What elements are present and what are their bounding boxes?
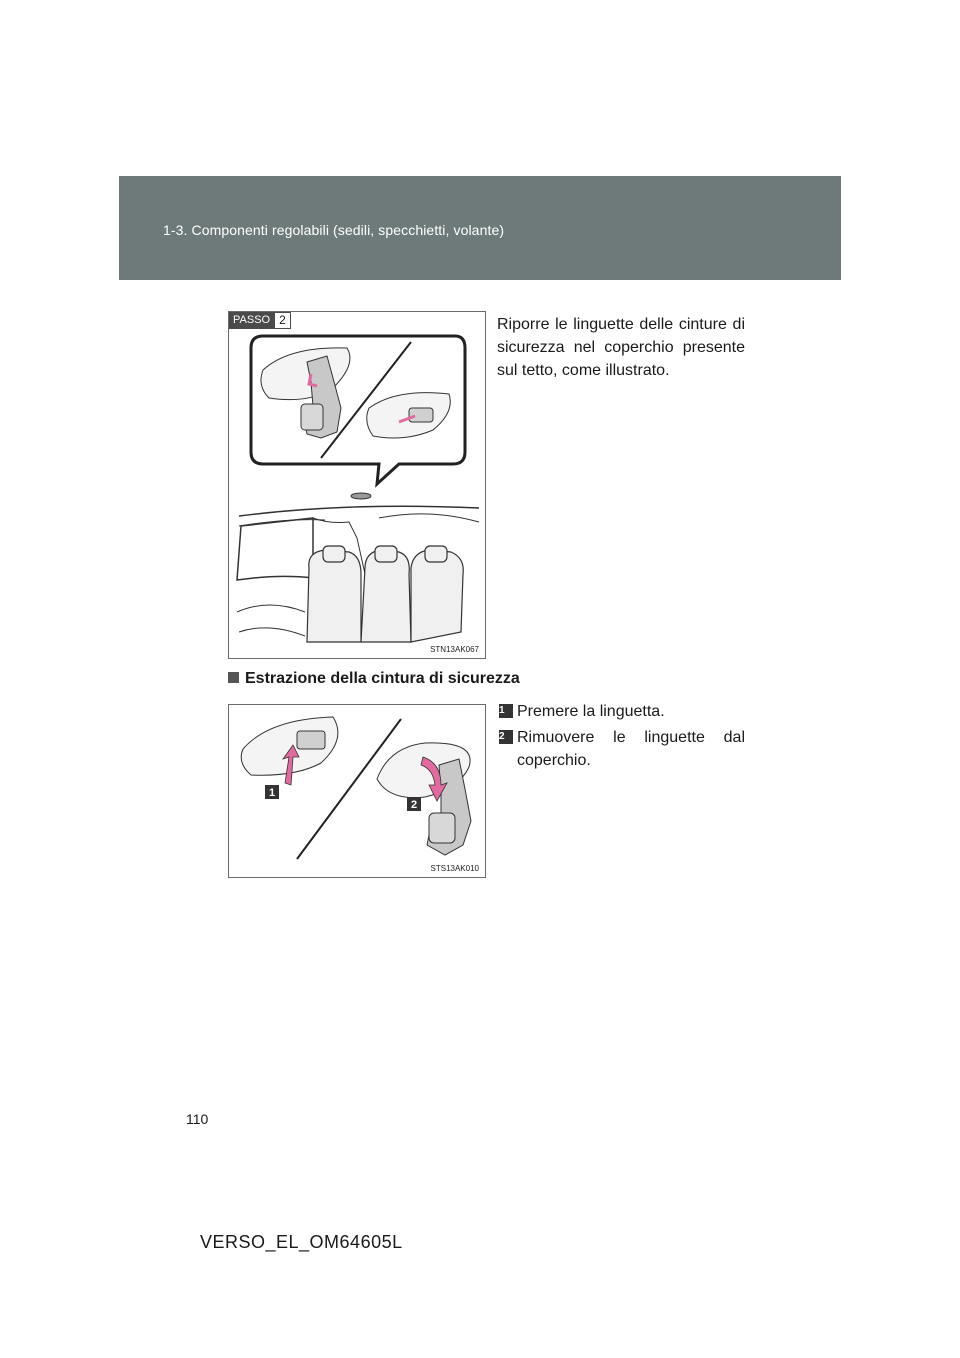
car-interior-drawing — [229, 312, 485, 658]
buckle-removal-drawing — [229, 705, 485, 877]
step-number-badge: 2 — [499, 730, 513, 744]
image-code: STN13AK067 — [430, 645, 479, 654]
section-heading — [228, 670, 520, 688]
removal-steps — [499, 700, 745, 775]
label-2: 2 — [410, 799, 418, 811]
step-number: 2 — [274, 312, 291, 329]
step-word: PASSO — [229, 312, 274, 329]
step-text: Premere la linguetta. — [517, 703, 665, 720]
document-code: VERSO_EL_OM64605L — [200, 1232, 403, 1252]
removal-illustration — [228, 704, 486, 878]
label-1: 1 — [268, 787, 276, 799]
step-badge — [229, 312, 291, 329]
step-text: Rimuovere le linguette dal coperchio. — [517, 729, 745, 769]
section-heading-text: Estrazione della cintura di sicurezza — [245, 670, 520, 687]
header-band — [119, 176, 841, 280]
page-number: 110 — [186, 1111, 209, 1127]
image-code: STS13AK010 — [430, 864, 479, 873]
step-2-illustration — [228, 311, 486, 659]
section-title: 1-3. Componenti regolabili (sedili, specchietti, volante) — [163, 222, 505, 238]
step-number-badge: 1 — [499, 704, 513, 718]
square-bullet-icon — [228, 672, 239, 683]
list-item — [499, 700, 745, 723]
step-2-instruction: Riporre le linguette delle cinture di sicurezza nel coperchio presente sul tetto, come illustrato. — [497, 316, 745, 379]
list-item — [499, 726, 745, 772]
